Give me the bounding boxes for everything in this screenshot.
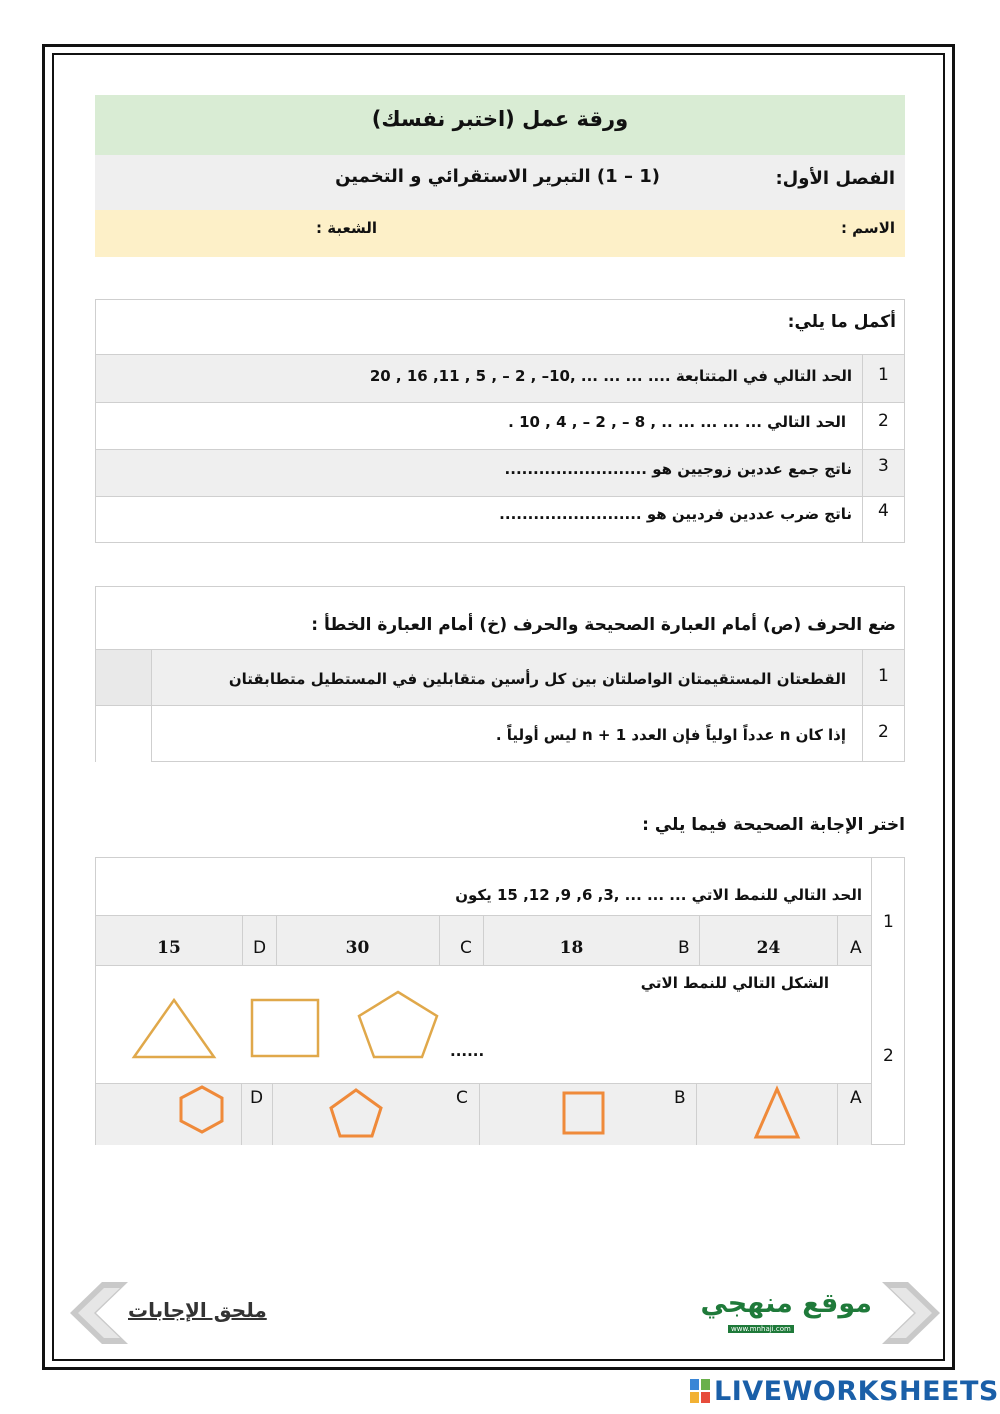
option-value[interactable]: 18 bbox=[559, 938, 584, 958]
row-text[interactable]: الحد التالي ... ... ... ... .. , 8 – , 2 – , 4 , 10 . bbox=[508, 413, 846, 431]
option-letter: D bbox=[253, 938, 267, 958]
name-label: الاسم : bbox=[840, 219, 895, 237]
option-letter: A bbox=[850, 938, 862, 958]
triangle-shape bbox=[134, 1000, 214, 1057]
answers-link[interactable]: ملحق الإجابات bbox=[128, 1298, 267, 1322]
answer-box[interactable] bbox=[96, 650, 151, 706]
question-row bbox=[96, 965, 871, 1083]
complete-section bbox=[95, 299, 905, 543]
complete-heading: أكمل ما يلي: bbox=[787, 312, 896, 332]
pentagon-shape bbox=[359, 992, 437, 1057]
question-text: الشكل التالي للنمط الاتي bbox=[640, 974, 829, 992]
table-row bbox=[96, 354, 904, 402]
option-shapes bbox=[96, 1084, 871, 1146]
statement-text: إذا كان n عدداً اولياً فإن العدد n + 1 ليس أولياً . bbox=[495, 726, 846, 744]
row-text[interactable]: ناتج جمع عددين زوجيين هو ......................... bbox=[504, 460, 852, 478]
row-number: 1 bbox=[878, 365, 889, 385]
multiple-choice-heading: اختر الإجابة الصحيحة فيما يلي : bbox=[642, 815, 905, 835]
site-name: موقع منهجي bbox=[700, 1288, 872, 1319]
option-value[interactable]: 24 bbox=[756, 938, 781, 958]
option-letter: C bbox=[460, 938, 472, 958]
row-text[interactable]: الحد التالي في المتتابعة .... ... ... ... ,10– , 2 – , 5 , 11, 16 , 20 bbox=[369, 367, 852, 385]
liveworksheets-text: LIVEWORKSHEETS bbox=[714, 1376, 999, 1407]
table-row bbox=[96, 496, 904, 543]
row-number: 1 bbox=[878, 666, 889, 686]
true-false-heading: ضع الحرف (ص) أمام العبارة الصحيحة والحرف (خ) أمام العبارة الخطأ : bbox=[311, 615, 896, 635]
option-letter: B bbox=[678, 938, 690, 958]
question-number: 1 bbox=[883, 912, 894, 932]
pattern-shapes bbox=[96, 966, 871, 1084]
row-number: 2 bbox=[878, 722, 889, 742]
options-row bbox=[96, 1083, 871, 1145]
square-shape bbox=[252, 1000, 318, 1056]
option-square[interactable] bbox=[564, 1093, 603, 1133]
row-number: 3 bbox=[878, 456, 889, 476]
pattern-dots: ...... bbox=[450, 1042, 485, 1060]
back-arrow-icon[interactable] bbox=[68, 1282, 130, 1344]
option-hexagon[interactable] bbox=[181, 1087, 222, 1132]
option-value[interactable]: 15 bbox=[157, 938, 181, 958]
next-arrow-icon[interactable] bbox=[880, 1282, 942, 1344]
site-logo bbox=[680, 1288, 880, 1338]
answer-box[interactable] bbox=[96, 706, 151, 763]
option-letter: A bbox=[850, 1088, 862, 1108]
table-row bbox=[96, 449, 904, 496]
true-false-section bbox=[95, 586, 905, 762]
worksheet-title: ورقة عمل (اختبر نفسك) bbox=[371, 107, 629, 131]
question-text: الحد التالي للنمط الاتي ... ... ... ,3, 6, 9, 12, 15 يكون bbox=[455, 886, 862, 904]
chapter-label: الفصل الأول: bbox=[775, 168, 895, 189]
options-row bbox=[96, 915, 871, 965]
liveworksheets-brand bbox=[690, 1376, 999, 1408]
option-letter: B bbox=[674, 1088, 686, 1108]
row-number: 2 bbox=[878, 411, 889, 431]
option-letter: D bbox=[250, 1088, 264, 1108]
lesson-title: (1 – 1) التبرير الاستقرائي و التخمين bbox=[335, 166, 660, 187]
section-label: الشعبة : bbox=[316, 219, 377, 237]
option-pentagon[interactable] bbox=[331, 1090, 381, 1136]
option-triangle[interactable] bbox=[756, 1089, 798, 1137]
title-bar bbox=[95, 95, 905, 155]
multiple-choice-table bbox=[95, 857, 905, 1145]
chapter-bar bbox=[95, 155, 905, 210]
question-number: 2 bbox=[883, 1046, 894, 1066]
table-row bbox=[96, 705, 904, 762]
table-row bbox=[96, 402, 904, 449]
statement-text: القطعتان المستقيمتان الواصلتان بين كل رأسين متقابلين في المستطيل متطابقتان bbox=[228, 670, 846, 688]
name-bar bbox=[95, 210, 905, 257]
site-url: www.mnhaji.com bbox=[728, 1325, 794, 1333]
liveworksheets-logo-icon bbox=[690, 1379, 710, 1403]
option-value[interactable]: 30 bbox=[345, 938, 370, 958]
table-row bbox=[96, 649, 904, 705]
row-number: 4 bbox=[878, 501, 889, 521]
row-text[interactable]: ناتج ضرب عددين فرديين هو ......................... bbox=[499, 505, 852, 523]
option-letter: C bbox=[456, 1088, 468, 1108]
